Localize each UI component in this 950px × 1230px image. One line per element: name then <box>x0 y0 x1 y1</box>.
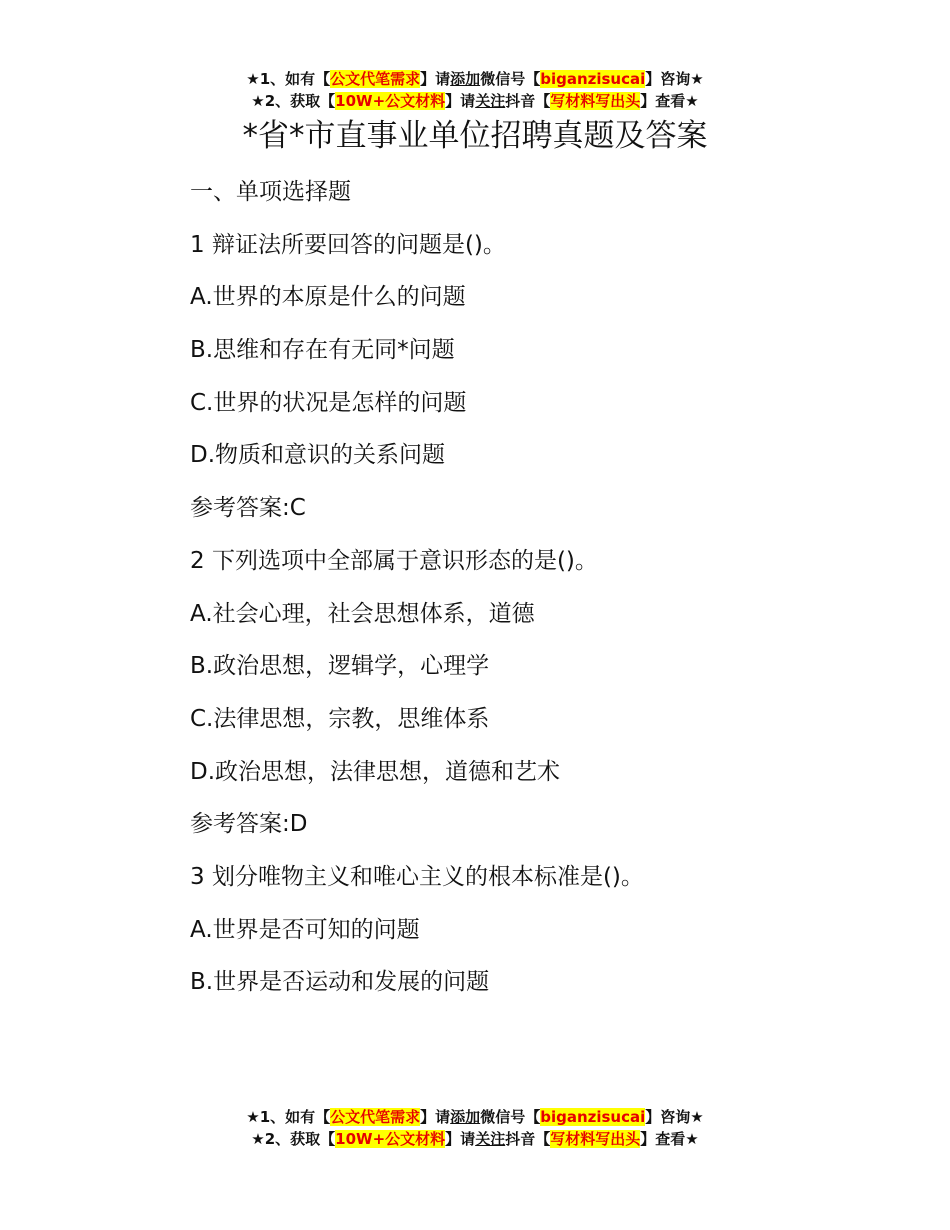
banner-text: 2、获取【 <box>264 92 336 110</box>
star-icon: ★ <box>251 92 265 110</box>
highlight-text: 写材料写出头 <box>550 1130 641 1148</box>
question-text: 2 下列选项中全部属于意识形态的是()。 <box>190 547 598 574</box>
banner-text: 】请 <box>445 1130 476 1148</box>
banner-text: 抖音【 <box>505 92 551 110</box>
option-text: A.世界的本原是什么的问题 <box>190 284 466 311</box>
star-icon: ★ <box>685 92 699 110</box>
banner-text: 微信号【 <box>480 1108 541 1126</box>
banner-line-2 <box>0 1128 950 1150</box>
banner-line-1 <box>0 1106 950 1128</box>
option-text: D.政治思想，法律思想，道德和艺术 <box>190 758 561 785</box>
highlight-text: biganzisucai <box>540 70 646 88</box>
banner-text: 】查看 <box>640 1130 686 1148</box>
header-banner <box>0 68 950 112</box>
star-icon: ★ <box>246 70 260 88</box>
banner-line-2 <box>0 90 950 112</box>
highlight-text: biganzisucai <box>540 1108 646 1126</box>
option-text: A.世界是否可知的问题 <box>190 916 420 943</box>
banner-text: 2、获取【 <box>264 1130 336 1148</box>
star-icon: ★ <box>246 1108 260 1126</box>
highlight-text: 写材料写出头 <box>550 92 641 110</box>
star-icon: ★ <box>685 1130 699 1148</box>
option-text: C.世界的状况是怎样的问题 <box>190 389 467 416</box>
option-text: B.政治思想，逻辑学，心理学 <box>190 653 490 680</box>
banner-text: 】咨询 <box>645 1108 691 1126</box>
page-title: *省*市直事业单位招聘真题及答案 <box>242 118 708 154</box>
banner-text: 】请 <box>420 70 451 88</box>
highlight-text: 10W+公文材料 <box>335 1130 446 1148</box>
option-text: D.物质和意识的关系问题 <box>190 442 446 469</box>
highlight-text: 公文代笔需求 <box>330 70 421 88</box>
banner-text: 】请 <box>445 92 476 110</box>
banner-text: 】请 <box>420 1108 451 1126</box>
star-icon: ★ <box>690 1108 704 1126</box>
star-icon: ★ <box>251 1130 265 1148</box>
banner-text: 1、如有【 <box>259 70 331 88</box>
document-body <box>190 172 890 1015</box>
underlined-text: 关注 <box>475 92 506 110</box>
answer-text: 参考答案:C <box>190 495 306 522</box>
banner-text: 】咨询 <box>645 70 691 88</box>
answer-text: 参考答案:D <box>190 811 308 838</box>
footer-banner <box>0 1106 950 1150</box>
question-text: 1 辩证法所要回答的问题是()。 <box>190 231 506 258</box>
banner-text: 】查看 <box>640 92 686 110</box>
highlight-text: 公文代笔需求 <box>330 1108 421 1126</box>
underlined-text: 添加 <box>450 1108 481 1126</box>
option-text: B.思维和存在有无同*问题 <box>190 337 455 364</box>
underlined-text: 添加 <box>450 70 481 88</box>
highlight-text: 10W+公文材料 <box>335 92 446 110</box>
star-icon: ★ <box>690 70 704 88</box>
option-text: C.法律思想，宗教，思维体系 <box>190 705 490 732</box>
section-heading: 一、单项选择题 <box>190 179 351 205</box>
underlined-text: 关注 <box>475 1130 506 1148</box>
banner-text: 微信号【 <box>480 70 541 88</box>
option-text: A.社会心理，社会思想体系，道德 <box>190 600 535 627</box>
option-text: B.世界是否运动和发展的问题 <box>190 969 490 996</box>
banner-line-1 <box>0 68 950 90</box>
banner-text: 抖音【 <box>505 1130 551 1148</box>
question-text: 3 划分唯物主义和唯心主义的根本标准是()。 <box>190 863 644 890</box>
banner-text: 1、如有【 <box>259 1108 331 1126</box>
